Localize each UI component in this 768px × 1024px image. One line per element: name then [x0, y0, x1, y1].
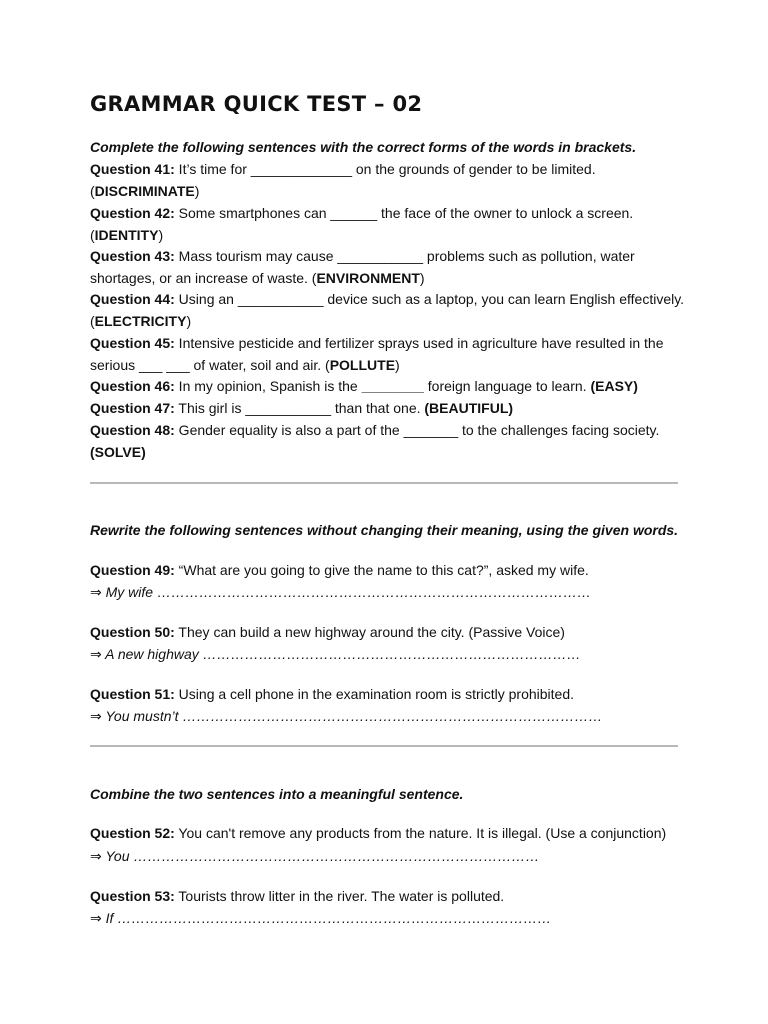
question-text: Using an ___________ device such as a laptop, you can learn English effectively.: [174, 291, 685, 307]
question-text: Gender equality is also a part of the _______ to the challenges facing society.: [174, 422, 660, 438]
question-48-word: [90, 443, 680, 461]
arrow-icon: ⇒: [90, 848, 102, 864]
arrow-icon: ⇒: [90, 910, 102, 926]
page-title: GRAMMAR QUICK TEST – 02: [90, 92, 423, 116]
question-label: Question 45:: [90, 335, 175, 351]
bracket-open: (: [90, 183, 95, 199]
section1-instruction: Complete the following sentences with the correct forms of the words in brackets.: [90, 139, 637, 155]
question-51: [90, 685, 680, 703]
question-42-word: [90, 226, 680, 244]
answer-line-52: [90, 847, 680, 865]
question-45-cont: [90, 356, 680, 374]
answer-prompt: You mustn’t ………………………………………………………………………………: [101, 708, 603, 724]
section2-instruction: Rewrite the following sentences without changing their meaning, using the given words.: [90, 522, 679, 538]
bracket-word: IDENTITY: [94, 227, 159, 243]
answer-prompt: You ……………………………………………………………………………: [101, 848, 540, 864]
answer-line-53: [90, 909, 680, 927]
question-43: [90, 247, 680, 265]
question-text: They can build a new highway around the city. (Passive Voice): [174, 624, 565, 640]
question-label: Question 42:: [90, 205, 175, 221]
question-label: Question 47:: [90, 400, 175, 416]
question-53: [90, 887, 680, 905]
question-44: [90, 290, 685, 308]
question-text-cont: serious ___ ___ of water, soil and air. (: [90, 357, 330, 373]
bracket-open: (: [90, 313, 95, 329]
answer-prompt: My wife …………………………………………………………………………………: [101, 584, 591, 600]
bracket-word: DISCRIMINATE: [94, 183, 195, 199]
answer-line-50: [90, 645, 680, 663]
answer-line-49: [90, 583, 680, 601]
answer-blank: ________: [361, 378, 424, 394]
question-text: In my opinion, Spanish is the: [174, 378, 362, 394]
bracket-close: ): [194, 183, 200, 199]
bracket-close: ): [419, 270, 425, 286]
question-52: [90, 824, 680, 842]
bracket-close: ): [186, 313, 192, 329]
question-text-cont: shortages, or an increase of waste. (: [90, 270, 317, 286]
arrow-icon: ⇒: [90, 708, 102, 724]
bracket-word: (EASY): [590, 378, 638, 394]
section3-instruction: Combine the two sentences into a meaningful sentence.: [90, 786, 464, 802]
bracket-close: ): [395, 357, 400, 373]
question-46: [90, 377, 680, 395]
question-45: [90, 334, 680, 352]
question-43-cont: [90, 269, 680, 287]
question-41: [90, 160, 680, 178]
question-label: Question 43:: [90, 248, 175, 264]
bracket-word: ENVIRONMENT: [316, 270, 420, 286]
question-41-word: [90, 182, 680, 200]
bracket-word: ELECTRICITY: [94, 313, 187, 329]
question-label: Question 44:: [90, 291, 175, 307]
question-label: Question 50:: [90, 624, 175, 640]
bracket-word: (SOLVE): [90, 444, 146, 460]
question-text: Mass tourism may cause ___________ problems such as pollution, water: [174, 248, 635, 264]
question-label: Question 46:: [90, 378, 175, 394]
question-47: [90, 399, 680, 417]
question-label: Question 41:: [90, 161, 175, 177]
question-42: [90, 204, 680, 222]
question-text: This girl is ___________ than that one.: [174, 400, 425, 416]
question-label: Question 51:: [90, 686, 175, 702]
question-text: You can't remove any products from the nature. It is illegal. (Use a conjunction): [174, 825, 667, 841]
answer-line-51: [90, 707, 680, 725]
question-text: Tourists throw litter in the river. The water is polluted.: [174, 888, 505, 904]
bracket-word: (BEAUTIFUL): [424, 400, 514, 416]
question-label: Question 53:: [90, 888, 175, 904]
question-48: [90, 421, 680, 439]
question-text: Some smartphones can ______ the face of the owner to unlock a screen.: [174, 205, 634, 221]
question-label: Question 52:: [90, 825, 175, 841]
answer-prompt: A new highway ………………………………………………………………………: [101, 646, 581, 662]
answer-prompt: If …………………………………………………………………………………: [101, 910, 552, 926]
section-divider: [90, 745, 678, 747]
question-label: Question 49:: [90, 562, 175, 578]
bracket-close: ): [158, 227, 164, 243]
question-text: Intensive pesticide and fertilizer sprays used in agriculture have resulted in the: [174, 335, 664, 351]
question-text-cont: foreign language to learn.: [423, 378, 591, 394]
bracket-word: POLLUTE: [329, 357, 396, 373]
section-divider: [90, 482, 678, 484]
question-text: “What are you going to give the name to this cat?”, asked my wife.: [174, 562, 589, 578]
bracket-open: (: [90, 227, 95, 243]
arrow-icon: ⇒: [90, 646, 102, 662]
question-text: Using a cell phone in the examination room is strictly prohibited.: [174, 686, 574, 702]
question-49: [90, 561, 680, 579]
question-text: It’s time for _____________ on the grounds of gender to be limited.: [174, 161, 596, 177]
arrow-icon: ⇒: [90, 584, 102, 600]
question-44-word: [90, 312, 680, 330]
question-label: Question 48:: [90, 422, 175, 438]
question-50: [90, 623, 680, 641]
